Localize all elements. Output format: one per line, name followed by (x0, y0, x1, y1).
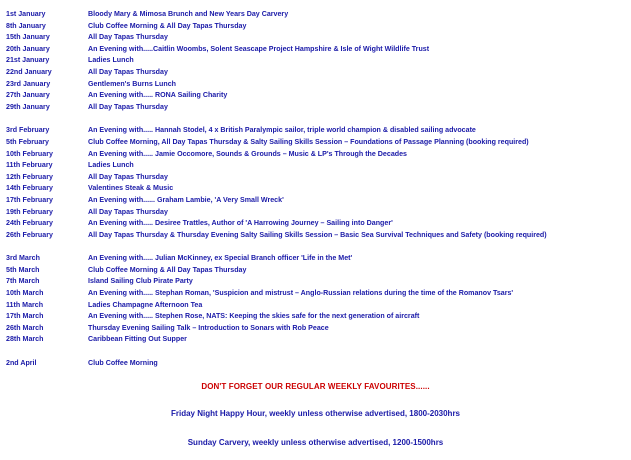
event-description: Island Sailing Club Pirate Party (88, 277, 193, 286)
event-row (0, 102, 631, 114)
event-description: Ladies Lunch (88, 161, 134, 170)
event-description: Bloody Mary & Mimosa Brunch and New Years Day Carvery (88, 10, 289, 18)
weekly-favourites-footer (0, 382, 631, 447)
event-description: All Day Tapas Thursday (88, 102, 168, 111)
event-row (0, 9, 631, 21)
event-date: 8th January (6, 21, 46, 30)
event-date: 29th January (6, 102, 50, 111)
month-block-january (0, 9, 631, 113)
event-description: Club Coffee Morning & All Day Tapas Thursday (88, 21, 247, 30)
event-description: Caribbean Fitting Out Supper (88, 335, 187, 344)
event-row (0, 276, 631, 288)
month-block-march (0, 253, 631, 346)
event-description: All Day Tapas Thursday (88, 67, 168, 76)
event-description: All Day Tapas Thursday (88, 33, 168, 42)
event-row (0, 160, 631, 172)
event-description: An Evening with..... Hannah Stodel, 4 x British Paralympic sailor, triple world champion & disabled sailing advocate (88, 126, 476, 135)
event-date: 5th February (6, 137, 49, 146)
event-row (0, 253, 631, 265)
footer-line-happy-hour: Friday Night Happy Hour, weekly unless otherwise advertised, 1800-2030hrs (171, 408, 460, 418)
event-row (0, 90, 631, 102)
event-date: 28th March (6, 335, 44, 344)
event-description: Club Coffee Morning (88, 359, 158, 368)
event-row (0, 79, 631, 91)
event-row (0, 358, 631, 370)
event-date: 11th March (6, 300, 44, 309)
event-date: 1st January (6, 10, 46, 18)
event-description: An Evening with..... Julian McKinney, ex Special Branch officer 'Life in the Met' (88, 254, 353, 263)
event-description: An Evening with..... Jamie Occomore, Sounds & Grounds – Music & LP's Through the Decades (88, 149, 407, 158)
event-description: All Day Tapas Thursday & Thursday Evening Salty Sailing Skills Session – Basic Sea Survival Techniques and Safety (booking required) (88, 230, 547, 239)
event-description: Ladies Lunch (88, 56, 134, 65)
event-row (0, 125, 631, 137)
event-row (0, 55, 631, 67)
event-description: An Evening with..... Stephan Roman, 'Suspicion and mistrust – Anglo-Russian relations during the time of the Romanov Tsars' (88, 289, 514, 298)
event-row (0, 311, 631, 323)
event-row (0, 149, 631, 161)
event-row (0, 21, 631, 33)
event-row (0, 334, 631, 346)
event-date: 10th February (6, 149, 53, 158)
event-description: All Day Tapas Thursday (88, 207, 168, 216)
event-description: An Evening with...... Graham Lambie, 'A Very Small Wreck' (88, 195, 284, 204)
event-date: 12th February (6, 172, 53, 181)
month-block-february (0, 125, 631, 241)
event-date: 3rd February (6, 126, 50, 135)
event-date: 20th January (6, 44, 50, 53)
event-date: 24th February (6, 219, 53, 228)
event-description: An Evening with..... RONA Sailing Charity (88, 91, 228, 100)
event-row (0, 323, 631, 335)
event-row (0, 67, 631, 79)
event-description: Ladies Champagne Afternoon Tea (88, 300, 203, 309)
event-date: 26th March (6, 323, 44, 332)
event-row (0, 32, 631, 44)
event-date: 21st January (6, 56, 50, 65)
event-date: 10th March (6, 289, 44, 298)
footer-line-sunday-carvery: Sunday Carvery, weekly unless otherwise advertised, 1200-1500hrs (187, 437, 444, 447)
event-row (0, 172, 631, 184)
event-row (0, 288, 631, 300)
event-date: 15th January (6, 33, 50, 42)
event-date: 19th February (6, 207, 53, 216)
event-description: Gentlemen's Burns Lunch (88, 79, 177, 88)
event-date: 23rd January (6, 79, 51, 88)
event-description: Thursday Evening Sailing Talk – Introduction to Sonars with Rob Peace (88, 323, 329, 332)
event-date: 26th February (6, 230, 53, 239)
event-row (0, 230, 631, 242)
footer-heading: DON'T FORGET OUR REGULAR WEEKLY FAVOURITES...... (201, 381, 430, 391)
event-row (0, 265, 631, 277)
event-date: 22nd January (6, 67, 52, 76)
event-description: An Evening with.....Caitlin Woombs, Solent Seascape Project Hampshire & Isle of Wight Wildlife Trust (88, 44, 430, 53)
event-row (0, 207, 631, 219)
event-description: An Evening with..... Desiree Trattles, Author of 'A Harrowing Journey – Sailing into Danger' (88, 219, 393, 228)
event-date: 7th March (6, 277, 40, 286)
event-date: 11th February (6, 161, 53, 170)
event-description: Club Coffee Morning, All Day Tapas Thursday & Salty Sailing Skills Session – Foundations of Passage Planning (booking required) (88, 137, 529, 146)
event-description: Valentines Steak & Music (88, 184, 174, 193)
event-date: 17th March (6, 312, 44, 321)
event-date: 3rd March (6, 254, 40, 263)
event-row (0, 44, 631, 56)
event-row (0, 183, 631, 195)
event-row (0, 195, 631, 207)
event-row (0, 137, 631, 149)
event-description: An Evening with..... Stephen Rose, NATS: Keeping the skies safe for the next generation of aircraft (88, 312, 420, 321)
event-description: Club Coffee Morning & All Day Tapas Thursday (88, 265, 247, 274)
event-row (0, 300, 631, 312)
event-row (0, 218, 631, 230)
event-description: All Day Tapas Thursday (88, 172, 168, 181)
event-date: 5th March (6, 265, 40, 274)
event-date: 2nd April (6, 359, 37, 368)
event-date: 14th February (6, 184, 53, 193)
month-block-april (0, 358, 631, 370)
event-date: 17th February (6, 195, 53, 204)
event-date: 27th January (6, 91, 50, 100)
